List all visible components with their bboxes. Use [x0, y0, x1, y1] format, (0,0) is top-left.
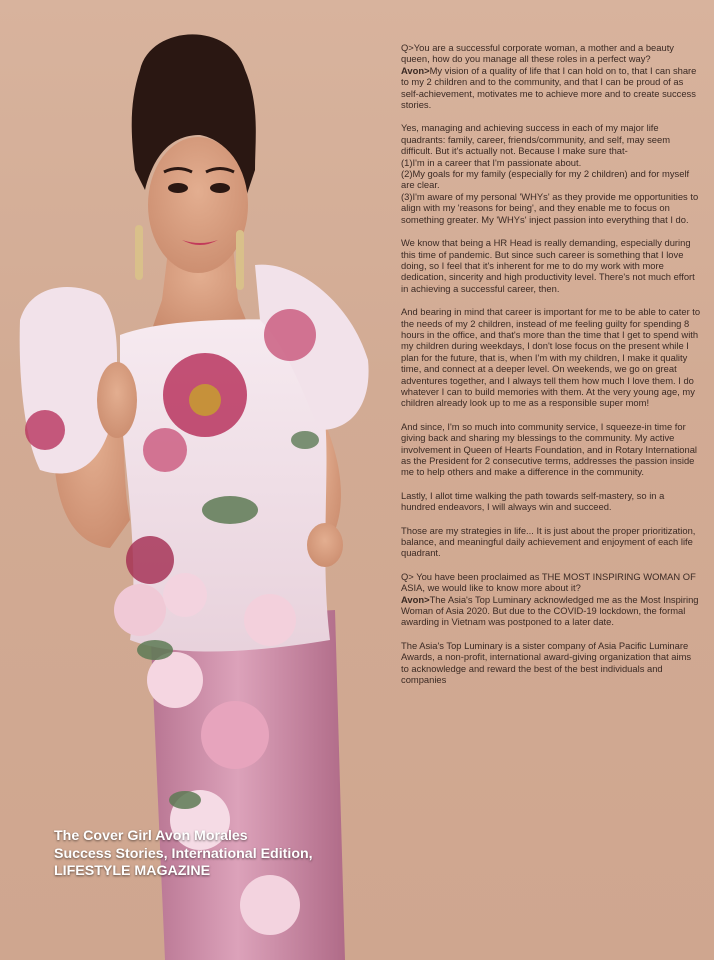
speaker-label: Avon> [401, 593, 430, 605]
caption-line-1: The Cover Girl Avon Morales [54, 828, 248, 844]
question-2: Q> You have been proclaimed as THE MOST INSPIRING WOMAN OF ASIA, we would like to know more about it? [401, 570, 696, 594]
answer-1-text: My vision of a quality of life that I can hold on to, that I can share to my 2 children and to the community, and that I can be proud of as self-achievement, motivates me to achieve more and to create success stories. [401, 64, 697, 111]
paragraph-self-mastery: Lastly, I allot time walking the path towards self-mastery, so in a hundred endeavors, I will always win and succeed. [401, 489, 665, 513]
question-1: Q>You are a successful corporate woman, a mother and a beauty queen, how do you manage all these roles in a perfect way? [401, 42, 674, 65]
answer-2-text: The Asia's Top Luminary acknowledged me as the Most Inspiring Woman of Asia 2020. But due to the COVID-19 lockdown, the formal awarding in Vietnam was postponed to a later date. [401, 593, 699, 628]
caption-line-3: LIFESTYLE MAGAZINE [54, 863, 211, 879]
paragraph-life-quadrants: Yes, managing and achieving success in each of my major life quadrants: family, career, friends/community, and self, may seem difficult. But it's actually not. Because I make sure that- (1)I'm in a career that I'm passionate about. (2)My goals for my family (especially for my 2 children) and for myself are clear. (3)I'm aware of my personal 'WHYs' as they provide me opportunities to align with my 'reasons for being', and they enable me to focus on something greater. My 'WHYs' inject passion into everything that I do. [401, 122, 699, 225]
hip-hand [307, 523, 343, 567]
paragraph-strategies: Those are my strategies in life... It is just about the proper prioritization, balance, and meaningful daily achievement and enjoyment of each life quadrant. [401, 524, 696, 559]
face [148, 137, 248, 273]
paragraph-community: And since, I'm so much into community service, I squeeze-in time for giving back and sharing my blessings to the community. My active involvement in Queen of Hearts Foundation, and in Rotary International as the President for 2 consecutive terms, addresses the passion inside me to help others and make a difference in the community. [401, 420, 698, 478]
answer-1 [401, 65, 701, 111]
speaker-label: Avon> [401, 64, 430, 76]
caption-line-2: Success Stories, International Edition, [54, 845, 313, 862]
article-text [401, 42, 701, 698]
paragraph-hr-head: We know that being a HR Head is really demanding, especially during this time of pandemic. But since such career is something that I love doing, so I feel that it's inherent for me to do my work with more dedication, sincerity and high productivity level. There's not much effort in achieving a successful career, then. [401, 237, 695, 294]
paragraph-luminary: The Asia's Top Luminary is a sister company of Asia Pacific Luminare Awards, a non-profit, international award-giving organization that aims to acknowledge and reward the best of the best individuals and companies [401, 639, 692, 686]
answer-2 [401, 594, 701, 628]
photo-caption [54, 828, 394, 881]
hand [97, 362, 137, 438]
paragraph-children: And bearing in mind that career is important for me to be able to cater to the needs of my 2 children, instead of me feeling guilty for spending 8 hours in the office, and that's more than the time that I get to spend with my children during weekdays, I don't lose focus on the present while I plan for the future, that is, when I'm with my children, I make it quality time, and connect at a deeper level. On weekends, we go on great adventures together, and I always tell them how much I love them. I do whatever I can to build memories with them. At the very young age, my children already look up to me as a responsible super mom! [401, 306, 701, 409]
